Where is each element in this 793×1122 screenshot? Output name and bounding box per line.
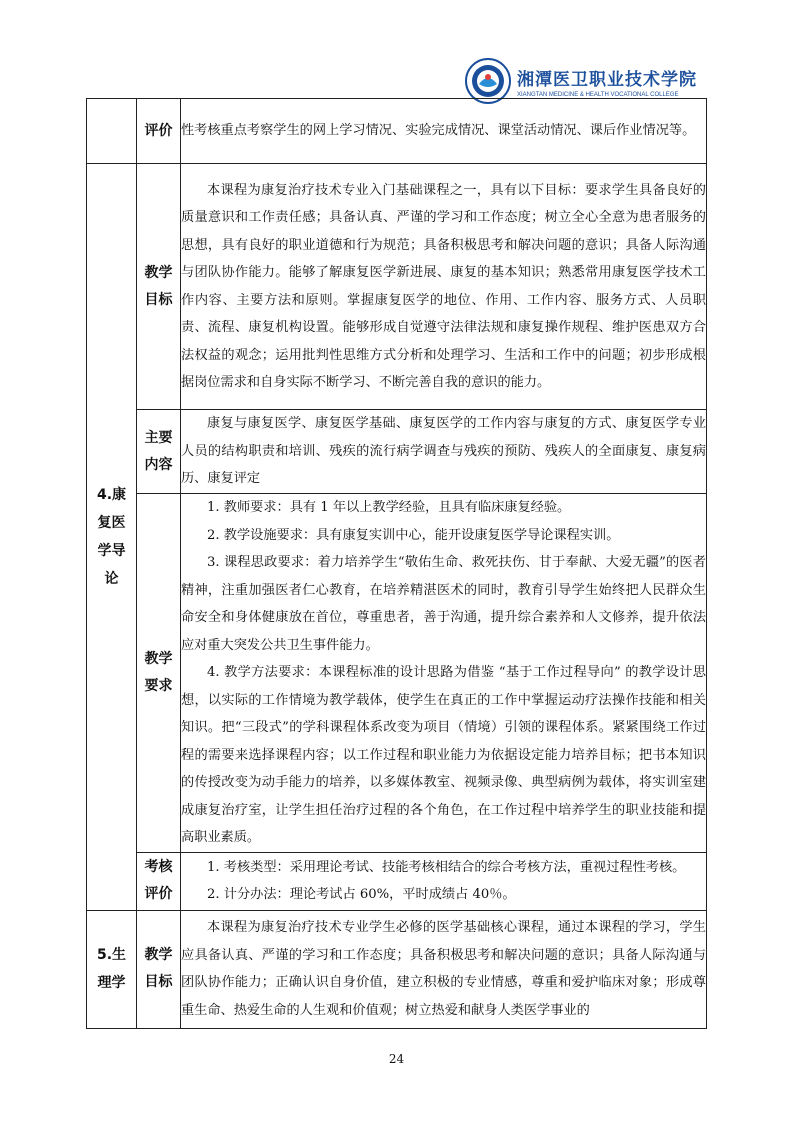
course-name: 5.生理学 xyxy=(87,910,137,1028)
content-label: 主要内容 xyxy=(137,410,181,494)
table-row xyxy=(87,494,707,853)
college-name-en: XIANGTAN MEDICINE & HEALTH VOCATIONAL COLLEGE xyxy=(517,91,679,98)
list-item: 3. 课程思政要求：着力培养学生“敬佑生命、救死扶伤、甘于奉献、大爱无疆”的医者精神，注重加强医者仁心教育，在培养精湛医术的同时，教育引导学生始终把人民群众生命安全和身体健康放在首位，尊重患者，善于沟通，提升综合素养和人文修养，提升依法应对重大突发公共卫生事件能力。 xyxy=(181,555,706,653)
table-row xyxy=(87,410,707,494)
goal-text: 本课程为康复治疗技术专业学生必修的医学基础核心课程，通过本课程的学习，学生应具备认真、严谨的学习和工作态度；具备积极思考和解决问题的意识；具备人际沟通与团队协作能力；正确认识自身价值，建立积极的专业情感，尊重和爱护临床对象；形成尊重生命、热爱生命的人生观和价值观；树立热爱和献身人类医学事业的 xyxy=(181,910,707,1028)
eval-text: 性考核重点考察学生的网上学习情况、实验完成情况、课堂活动情况、课后作业情况等。 xyxy=(181,99,707,164)
content-text: 康复与康复医学、康复医学基础、康复医学的工作内容与康复的方式、康复医学专业人员的结构职责和培训、残疾的流行病学调查与残疾的预防、残疾人的全面康复、康复病历、康复评定 xyxy=(181,410,707,494)
goal-label: 教学目标 xyxy=(137,910,181,1028)
course-table xyxy=(86,98,707,1029)
list-item: 2. 计分办法：理论考试占 60%，平时成绩占 40％。 xyxy=(207,887,516,902)
college-name-cn: 湘潭医卫职业技术学院 xyxy=(517,69,697,90)
list-item: 4. 教学方法要求：本课程标准的设计思路为借鉴 “基于工作过程导向” 的教学设计思想，以实际的工作情境为教学载体，使学生在真正的工作中掌握运动疗法操作技能和相关知识。把“三段式”的学科课程体系改变为项目（情境）引领的课程体系。紧紧围绕工作过程的需要来选择课程内容；以工作过程和职业能力为依据设定能力培养目标；把书本知识的传授改变为动手能力的培养，以多媒体教室、视频录像、典型病例为载体，将实训室建成康复治疗室，让学生担任治疗过程的各个角色，在工作过程中培养学生的职业技能和提高职业素质。 xyxy=(181,665,706,845)
course-name: 4.康复医学导论 xyxy=(87,164,137,911)
table-row xyxy=(87,164,707,410)
exam-text xyxy=(181,852,707,910)
goal-text: 本课程为康复治疗技术专业入门基础课程之一，具有以下目标：要求学生具备良好的质量意识和工作责任感；具备认真、严谨的学习和工作态度；树立全心全意为患者服务的思想，具有良好的职业道德和行为规范；具备积极思考和解决问题的意识；具备人际沟通与团队协作能力。能够了解康复医学新进展、康复的基本知识；熟悉常用康复医学技术工作内容、主要方法和原则。掌握康复医学的地位、作用、工作内容、服务方式、人员职责、流程、康复机构设置。能够形成自觉遵守法律法规和康复操作规程、维护医患双方合法权益的观念；运用批判性思维方式分析和处理学习、生活和工作中的问题；初步形成根据岗位需求和自身实际不断学习、不断完善自我的意识的能力。 xyxy=(181,164,707,410)
list-item: 1. 教师要求：具有 1 年以上教学经验，且具有临床康复经验。 xyxy=(207,500,571,515)
goal-label: 教学目标 xyxy=(137,164,181,410)
course-cell-empty xyxy=(87,99,137,164)
exam-label: 考核评价 xyxy=(137,852,181,910)
page-number: 24 xyxy=(388,1052,405,1066)
req-text xyxy=(181,494,707,853)
list-item: 2. 教学设施要求：具有康复实训中心，能开设康复医学导论课程实训。 xyxy=(207,527,620,543)
table-row xyxy=(87,910,707,1028)
table-row xyxy=(87,99,707,164)
eval-label: 评价 xyxy=(137,99,181,164)
req-label: 教学要求 xyxy=(137,494,181,853)
table-row xyxy=(87,852,707,910)
list-item: 1. 考核类型：采用理论考试、技能考核相结合的综合考核方法，重视过程性考核。 xyxy=(207,859,686,875)
